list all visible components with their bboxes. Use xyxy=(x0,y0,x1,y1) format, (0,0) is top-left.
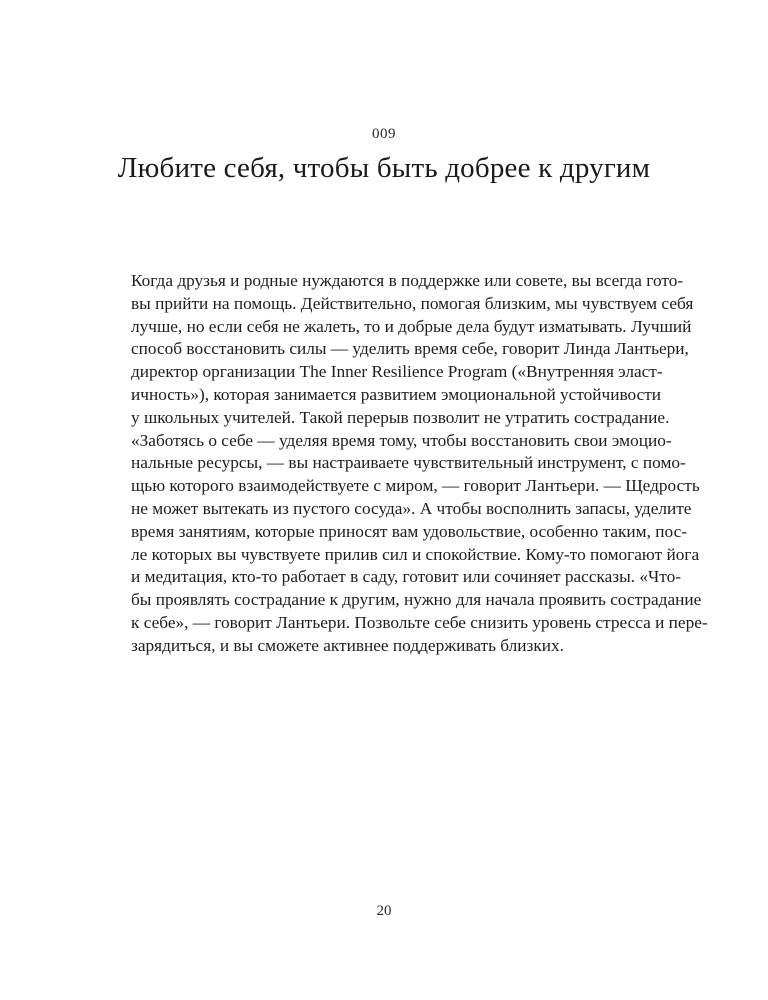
paragraph-1 xyxy=(131,270,694,430)
text-line: бы проявлять сострадание к другим, нужно для начала проявить сострадание xyxy=(131,590,702,610)
text-line: к себе», — говорит Лантьери. Позвольте себе снизить уровень стресса и пере- xyxy=(131,612,708,632)
text-line: зарядиться, и вы сможете активнее поддерживать близких. xyxy=(131,635,564,655)
body-text xyxy=(131,270,708,658)
page-number: 20 xyxy=(376,903,392,919)
text-line: вы прийти на помощь. Действительно, помогая близким, мы чувствуем себя xyxy=(131,293,694,313)
text-line: директор организации The Inner Resilience Program («Внутренняя эласт- xyxy=(131,362,663,382)
chapter-number: 009 xyxy=(372,126,396,142)
text-line: ле которых вы чувствуете прилив сил и спокойствие. Кому-то помогают йога xyxy=(131,544,700,564)
text-line: способ восстановить силы — уделить время себе, говорит Линда Лантьери, xyxy=(131,339,689,359)
text-line: Когда друзья и родные нуждаются в поддержке или совете, вы всегда гото- xyxy=(131,271,684,290)
text-line: «Заботясь о себе — уделяя время тому, чтобы восстановить свои эмоцио- xyxy=(131,430,672,450)
text-line: ичность»), которая занимается развитием эмоциональной устойчивости xyxy=(131,384,662,404)
text-line: лучше, но если себя не жалеть, то и добрые дела будут изматывать. Лучший xyxy=(131,316,692,336)
text-line: нальные ресурсы, — вы настраиваете чувствительный инструмент, с помо- xyxy=(131,453,686,473)
text-line: щью которого взаимодействуете с миром, — говорит Лантьери. — Щедрость xyxy=(131,476,700,496)
text-line: и медитация, кто-то работает в саду, готовит или сочиняет рассказы. «Что- xyxy=(131,567,681,587)
text-line: не может вытекать из пустого сосуда». А чтобы восполнить запасы, уделите xyxy=(131,498,692,518)
text-line: время занятиям, которые приносят вам удовольствие, особенно таким, пос- xyxy=(131,521,687,541)
text-line: у школьных учителей. Такой перерыв позволит не утратить сострадание. xyxy=(131,407,670,427)
chapter-title: Любите себя, чтобы быть добрее к другим xyxy=(117,152,651,184)
paragraph-2 xyxy=(131,430,708,658)
